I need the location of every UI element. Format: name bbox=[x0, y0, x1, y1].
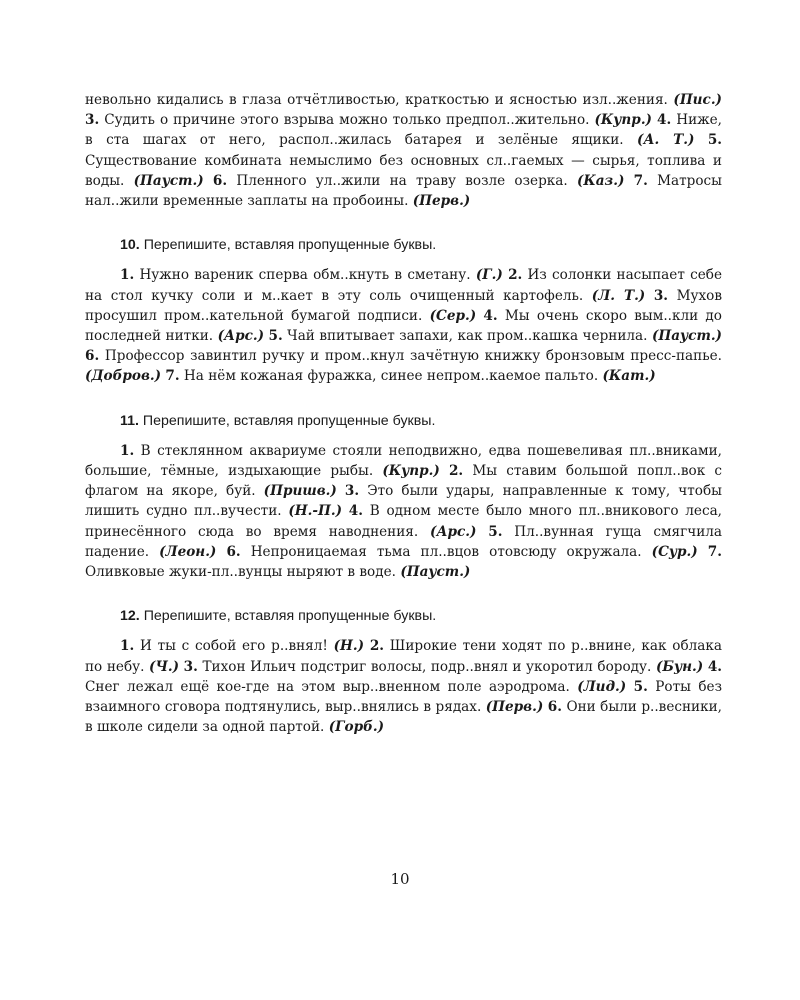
sentence-number: 2. bbox=[369, 638, 385, 655]
source-author: (Каз.) bbox=[576, 172, 625, 189]
source-author: (Н.-П.) bbox=[288, 503, 343, 520]
sentence-text: Пленного ул..жили на траву возле озерка. bbox=[227, 172, 577, 189]
source-author: (Л. Т.) bbox=[591, 287, 646, 304]
sentence-text: На нём кожаная фуражка, синее непром..каемое пальто. bbox=[179, 368, 603, 385]
sentence-text: Чай впитывает запахи, как пром..кашка чернила. bbox=[282, 328, 652, 345]
sentence-text: Пл..вунная гуща смягчила падение. bbox=[85, 523, 723, 560]
sentence-text: Существование комбината немыслимо без основных сл..гаемых — сырья, топлива и воды. bbox=[85, 152, 722, 189]
sentence-number: 6. bbox=[85, 348, 100, 365]
source-author: (Добров.) bbox=[85, 368, 162, 385]
sentence-number: 1. bbox=[120, 442, 135, 459]
exercise-number: 11. bbox=[120, 412, 139, 429]
sentence-number: 4. bbox=[657, 112, 672, 129]
exercise-instruction: Перепишите, вставляя пропущенные буквы. bbox=[142, 412, 436, 429]
source-author: (Пауст.) bbox=[651, 328, 722, 345]
sentence-number: 1. bbox=[120, 638, 135, 655]
source-author: (Пришв.) bbox=[263, 483, 337, 500]
sentence-number: 6. bbox=[226, 543, 241, 560]
sentence-number: 3. bbox=[653, 287, 669, 304]
exercise-11 bbox=[85, 411, 722, 583]
sentence-text: Роты без взаимного сговора подтянулись, выр..внялись в рядах. bbox=[85, 678, 722, 716]
sentence-text: Оливковые жуки-пл..вунцы ныряют в воде. bbox=[85, 564, 401, 581]
sentence-text: Тихон Ильич подстриг волосы, подр..внял и укоротил бороду. bbox=[197, 658, 656, 675]
sentence-text: И ты с собой его р..внял! bbox=[134, 638, 334, 655]
source-author: (Леон.) bbox=[159, 543, 217, 560]
exercise-sentences bbox=[85, 265, 722, 386]
sentence-number: 3. bbox=[183, 658, 198, 675]
sentence-number: 5. bbox=[268, 328, 283, 345]
source-author: (Н.) bbox=[333, 638, 365, 655]
sentence-text: Мы очень скоро вым..кли до последней нитки. bbox=[85, 307, 722, 345]
sentence-text bbox=[626, 679, 633, 695]
sentence-text: Мухов просушил пром..кательной бумагой подписи. bbox=[85, 287, 722, 324]
source-author: (А. Т.) bbox=[637, 132, 695, 149]
source-author: (Сер.) bbox=[429, 307, 477, 324]
sentence-text: Они были р..весники, в школе сидели за одной партой. bbox=[85, 699, 722, 736]
sentence-number: 4. bbox=[483, 307, 498, 324]
sentence-number: 6. bbox=[547, 699, 562, 716]
sentence-text: Из солонки насыпает себе на стол кучку соли и м..кает в эту соль очищенный картофель. bbox=[85, 267, 722, 304]
sentence-text bbox=[645, 288, 654, 304]
sentence-text: Снег лежал ещё кое-где на этом выр..вненном поле аэродрома. bbox=[85, 678, 578, 695]
exercise-12 bbox=[85, 606, 722, 737]
sentence-number: 3. bbox=[85, 112, 100, 129]
sentence-text: Непроницаемая тьма пл..вцов отовсюду окружала. bbox=[240, 543, 652, 560]
sentence-number: 7. bbox=[633, 172, 648, 189]
sentence-text: невольно кидались в глаза отчётливостью, краткостью и ясностью изл..жения. bbox=[85, 92, 674, 108]
sentence-number: 6. bbox=[212, 172, 228, 189]
sentence-text: В одном месте было много пл..вникового леса, принесённого сюда во время наводнения. bbox=[85, 503, 723, 540]
sentence-number: 3. bbox=[344, 483, 360, 500]
exercise-sentences bbox=[85, 636, 722, 737]
sentence-number: 7. bbox=[707, 543, 722, 560]
sentence-text: Матросы нал..жили временные заплаты на пробоины. bbox=[85, 172, 722, 210]
source-author: (Перв.) bbox=[485, 699, 544, 716]
sentence-text bbox=[624, 173, 633, 189]
source-author: (Арс.) bbox=[217, 328, 265, 345]
sentence-text: Это были удары, направленные к тому, чтобы лишить судно пл..вучести. bbox=[85, 483, 722, 520]
page-number: 10 bbox=[390, 870, 410, 888]
exercise-task bbox=[85, 411, 722, 431]
sentence-text: Судить о причине этого взрыва можно только предпол..жительно. bbox=[99, 112, 595, 129]
source-author: (Г.) bbox=[475, 267, 503, 284]
sentence-number: 5. bbox=[488, 523, 503, 540]
exercise-list bbox=[85, 235, 722, 737]
exercise-task bbox=[85, 235, 722, 255]
source-author: (Купр.) bbox=[594, 112, 652, 129]
sentence-text: Нужно вареник сперва обм..кнуть в сметану. bbox=[134, 267, 476, 284]
sentence-text bbox=[204, 173, 213, 189]
source-author: (Пауст.) bbox=[133, 172, 204, 189]
sentence-text: В стеклянном аквариуме стояли неподвижно, едва пошевеливая пл..вниками, большие, тёмные, издыхающие рыбы. bbox=[85, 442, 722, 480]
sentence-text: Профессор завинтил ручку и пром..кнул зачётную книжку бронзовым пресс-папье. bbox=[99, 348, 722, 365]
page-content bbox=[85, 90, 722, 737]
sentence-text bbox=[698, 544, 708, 560]
source-author: (Ч.) bbox=[149, 658, 180, 675]
source-author: (Бун.) bbox=[655, 658, 704, 675]
exercise-instruction: Перепишите, вставляя пропущенные буквы. bbox=[143, 608, 437, 625]
source-author: (Пауст.) bbox=[400, 564, 471, 581]
exercise-task bbox=[85, 606, 722, 626]
sentence-text bbox=[337, 483, 345, 499]
sentence-number: 4. bbox=[707, 658, 723, 675]
source-author: (Купр.) bbox=[382, 463, 440, 480]
source-author: (Пис.) bbox=[673, 92, 722, 108]
sentence-text: Ниже, в ста шагах от него, распол..жилась батарея и зелёные ящики. bbox=[85, 112, 722, 149]
sentence-text bbox=[476, 524, 488, 540]
source-author: (Арс.) bbox=[430, 523, 477, 540]
source-author: (Горб.) bbox=[328, 719, 385, 736]
sentence-number: 4. bbox=[348, 503, 363, 520]
sentence-number: 2. bbox=[508, 267, 523, 284]
sentence-number: 1. bbox=[120, 267, 135, 284]
sentence-number: 5. bbox=[633, 678, 648, 695]
exercise-sentences bbox=[85, 441, 722, 582]
sentence-text bbox=[694, 132, 707, 148]
sentence-number: 7. bbox=[165, 368, 180, 385]
sentence-text bbox=[216, 544, 226, 560]
source-author: (Кат.) bbox=[602, 368, 656, 385]
sentence-number: 2. bbox=[448, 463, 464, 480]
exercise-number: 12. bbox=[120, 608, 140, 625]
source-author: (Сур.) bbox=[651, 543, 698, 560]
sentence-text: Мы ставим большой попл..вок с флагом на якоре, буй. bbox=[85, 463, 723, 500]
sentence-text bbox=[342, 503, 349, 519]
sentence-text: Широкие тени ходят по р..внине, как облака по небу. bbox=[85, 638, 722, 675]
exercise-instruction: Перепишите, вставляя пропущенные буквы. bbox=[143, 237, 437, 254]
source-author: (Лид.) bbox=[577, 678, 627, 695]
sentence-number: 5. bbox=[707, 132, 723, 149]
exercise-10 bbox=[85, 235, 722, 386]
sentence-text bbox=[440, 463, 449, 479]
intro-paragraph bbox=[85, 90, 722, 211]
exercise-number: 10. bbox=[120, 237, 140, 254]
source-author: (Перв.) bbox=[412, 193, 471, 210]
